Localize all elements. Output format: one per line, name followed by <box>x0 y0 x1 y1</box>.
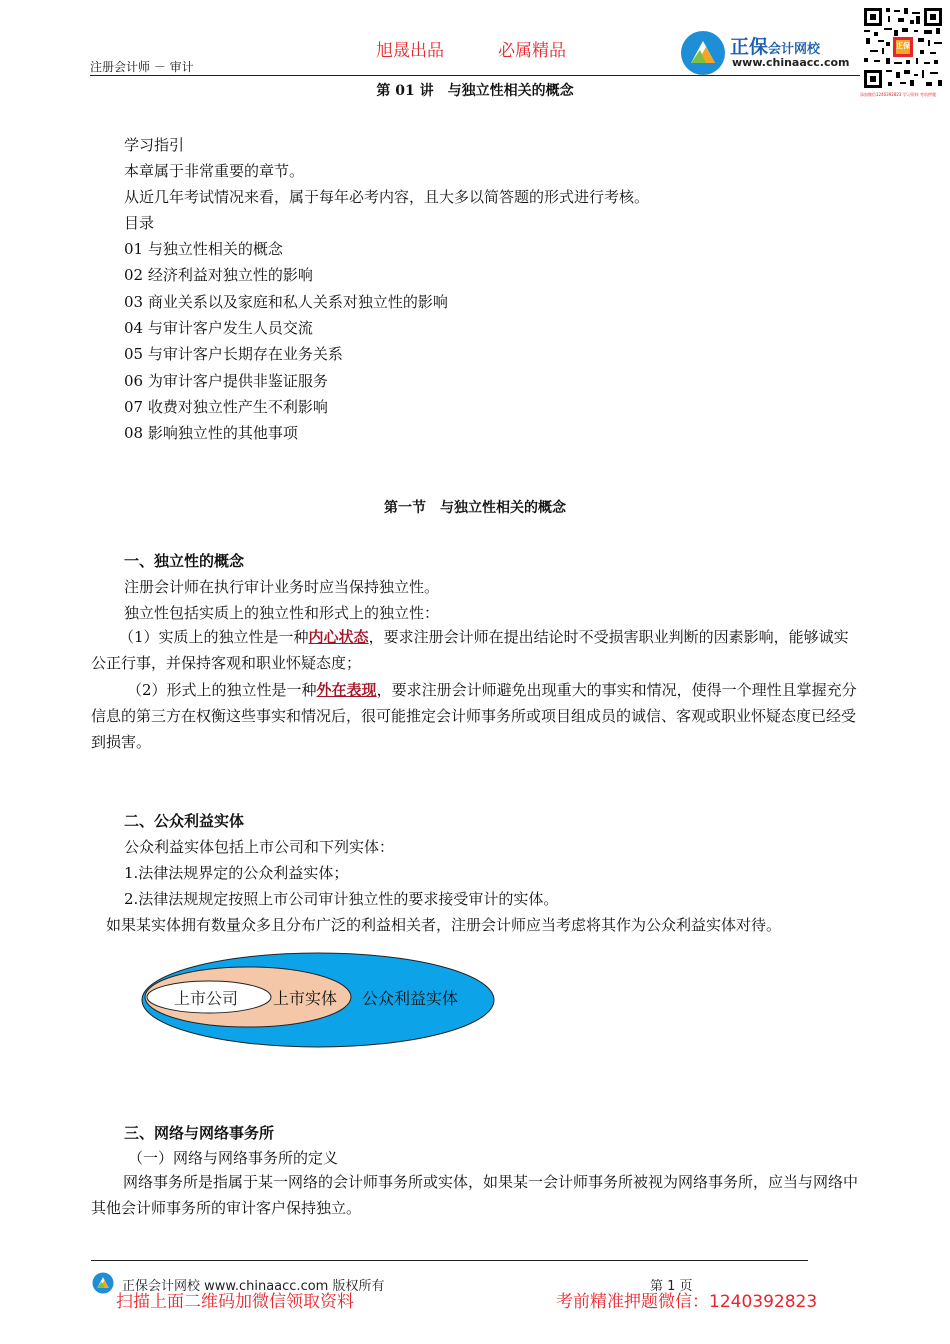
toc-item[interactable]: 07 收费对独立性产生不利影响 <box>124 398 328 416</box>
brand-url: www.chinaacc.com <box>732 56 850 69</box>
qr-center-label: 正保 <box>896 42 910 50</box>
part2-line: 1.法律法规界定的公众利益实体； <box>124 864 349 882</box>
part2-line: 2.法律法规规定按照上市公司审计独立性的要求接受审计的实体。 <box>124 890 559 908</box>
intro-line: 学习指引 <box>124 136 185 154</box>
toc-item[interactable]: 03 商业关系以及家庭和私人关系对独立性的影响 <box>124 293 448 311</box>
brand-logo[interactable] <box>680 30 856 78</box>
page-number: 第 1 页 <box>650 1279 693 1294</box>
part3-heading: 三、网络与网络事务所 <box>124 1124 275 1142</box>
slogan-left: 旭晟出品 <box>376 41 444 61</box>
toc-item[interactable]: 08 影响独立性的其他事项 <box>124 424 298 442</box>
footer-rule <box>91 1260 808 1261</box>
part1-line: 注册会计师在执行审计业务时应当保持独立性。 <box>124 578 440 596</box>
highlight-inner-state: 内心状态 <box>308 628 369 646</box>
promo-left[interactable]: 扫描上面二维码加微信领取资料 <box>116 1292 354 1312</box>
brand-name: 正保会计网校 <box>730 36 821 58</box>
outer-label: 公众利益实体 <box>362 989 459 1008</box>
lecture-title: 第 01 讲 与独立性相关的概念 <box>376 83 574 99</box>
part1-heading: 一、独立性的概念 <box>124 552 245 570</box>
promo-right[interactable]: 考前精准押题微信：1240392823 <box>556 1292 818 1312</box>
part2-line: 公众利益实体包括上市公司和下列实体： <box>124 838 395 856</box>
part2-heading: 二、公众利益实体 <box>124 812 245 830</box>
inner-label: 上市公司 <box>174 989 239 1008</box>
part1-para-appearance: （2）形式上的独立性是一种外在表现，要求注册会计师避免出现重大的事实和情况，使得一个理性且掌握充分信息的第三方在权衡这些事实和情况后，很可能推定会计师事务所或项目组成员的诚信、客观或职业怀疑态度已经受到损害。 <box>91 681 857 751</box>
toc-heading: 目录 <box>124 214 155 232</box>
qr-caption: 添加微信1240392823 学习资料 考前押题 <box>860 92 936 97</box>
intro-line: 从近几年考试情况来看，属于每年必考内容，且大多以简答题的形式进行考核。 <box>124 188 650 206</box>
toc-item[interactable]: 05 与审计客户长期存在业务关系 <box>124 345 343 363</box>
entity-diagram <box>140 950 500 1050</box>
part1-line: 独立性包括实质上的独立性和形式上的独立性： <box>124 604 440 622</box>
footer-copyright: 正保会计网校 www.chinaacc.com 版权所有 <box>122 1279 385 1294</box>
toc-item[interactable]: 04 与审计客户发生人员交流 <box>124 319 313 337</box>
part3-subheading: （一）网络与网络事务所的定义 <box>128 1149 339 1167</box>
course-title: 注册会计师 － 审计 <box>90 60 194 74</box>
intro-line: 本章属于非常重要的章节。 <box>124 162 305 180</box>
toc-item[interactable]: 01 与独立性相关的概念 <box>124 240 283 258</box>
toc-item[interactable]: 02 经济利益对独立性的影响 <box>124 266 313 284</box>
toc-item[interactable]: 06 为审计客户提供非鉴证服务 <box>124 372 328 390</box>
footer-logo-icon <box>92 1272 114 1294</box>
brand-emblem-icon <box>680 30 726 76</box>
section-title: 第一节 与独立性相关的概念 <box>384 500 566 516</box>
part2-line: 如果某实体拥有数量众多且分布广泛的利益相关者，注册会计师应当考虑将其作为公众利益实体对待。 <box>106 916 782 934</box>
highlight-outer-appearance: 外在表现 <box>316 681 377 699</box>
middle-label: 上市实体 <box>273 989 338 1008</box>
part1-para-substance: （1）实质上的独立性是一种内心状态，要求注册会计师在提出结论时不受损害职业判断的因素影响，能够诚实公正行事，并保持客观和职业怀疑态度； <box>91 628 849 672</box>
slogan-right: 必属精品 <box>498 41 566 61</box>
part3-para: 网络事务所是指属于某一网络的会计师事务所或实体，如果某一会计师事务所被视为网络事务所，应当与网络中其他会计师事务所的审计客户保持独立。 <box>91 1173 859 1217</box>
